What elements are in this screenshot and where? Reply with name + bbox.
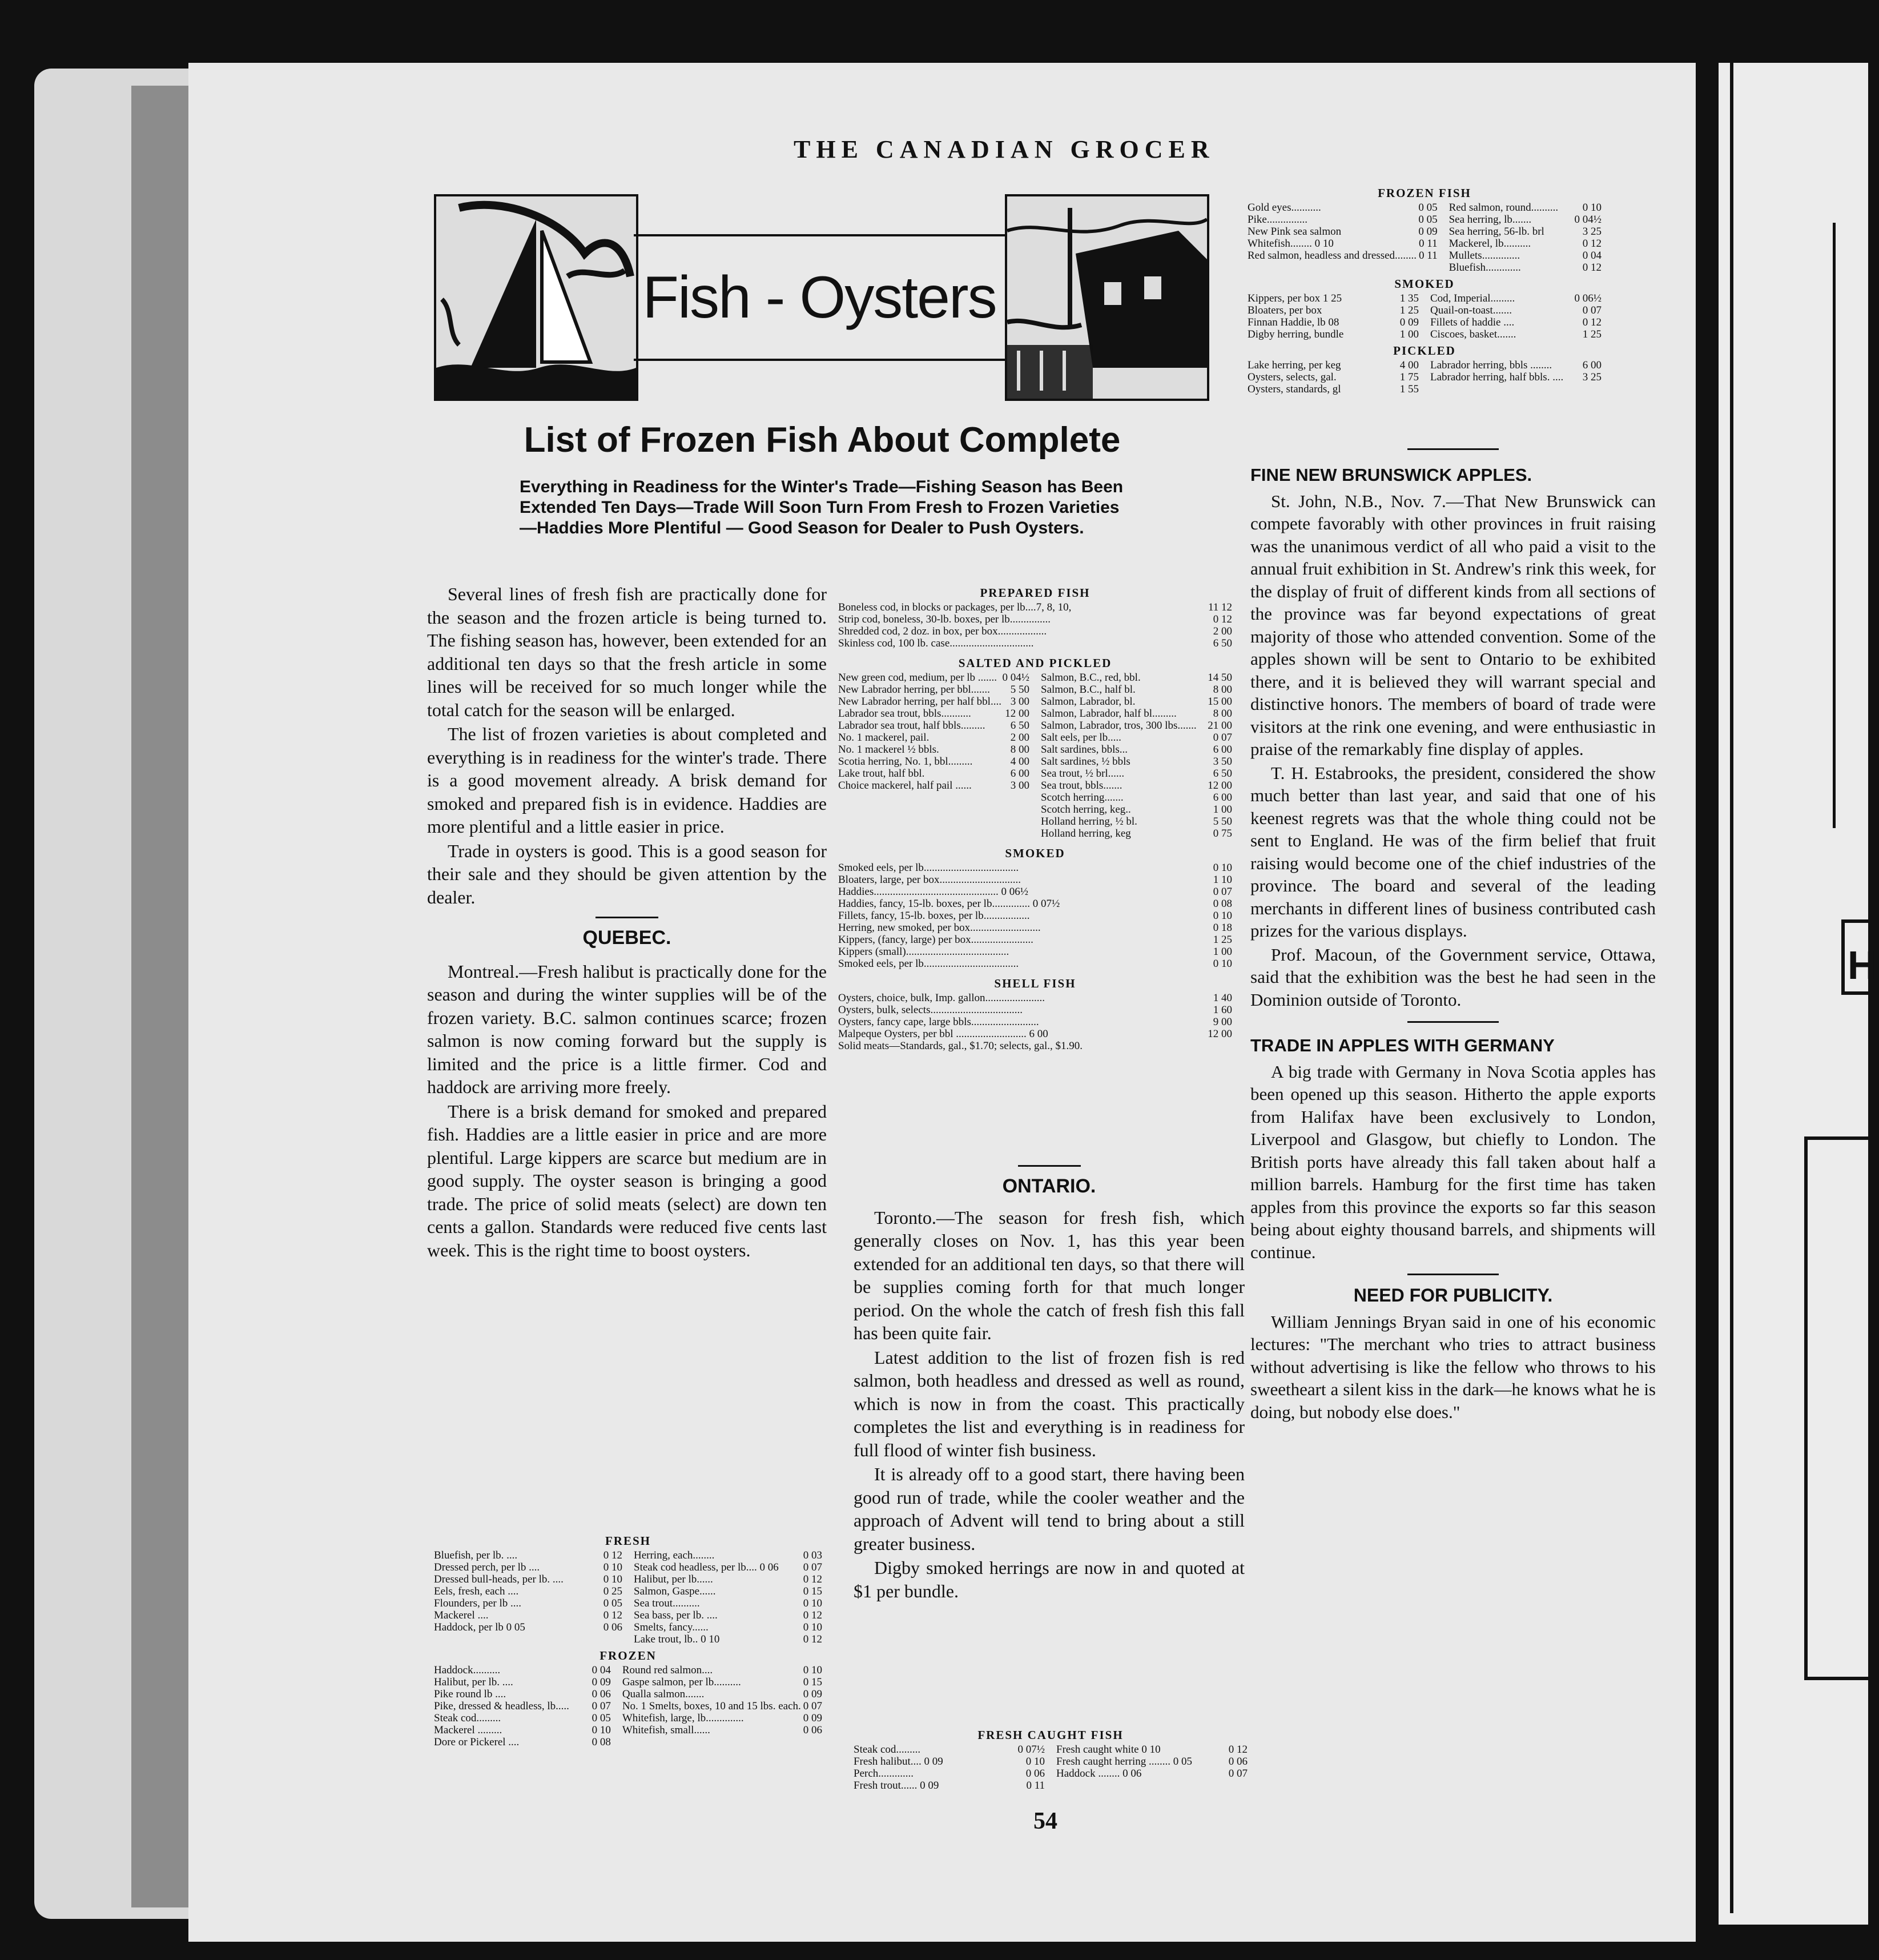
price-row: Smelts, fancy...... 0 10 <box>634 1621 822 1633</box>
price-row: Holland herring, keg 0 75 <box>1041 828 1232 840</box>
price-row: Kippers, (fancy, large) per box....................... 1 25 <box>838 934 1232 946</box>
price-row: Oysters, fancy cape, large bbls......................... 9 00 <box>838 1016 1232 1028</box>
smoked-top-left <box>1248 292 1419 340</box>
price-row: Mullets.............. 0 04 <box>1449 250 1602 262</box>
price-row: Salmon, Gaspe...... 0 15 <box>634 1585 822 1597</box>
ontario-paragraph: Toronto.—The season for fresh fish, which generally closes on Nov. 1, has this year been extended for an additional ten days, so that there will be supplies coming forth for that much longer period. On the whole the catch of fresh fish this fall has been quite fair. <box>854 1207 1245 1343</box>
facing-page-letter: H <box>1848 943 1877 987</box>
fresh-caught-left <box>854 1744 1045 1792</box>
nb-apples-heading: FINE NEW BRUNSWICK APPLES. <box>1250 465 1532 485</box>
price-row: Salmon, Labrador, half bl......... 8 00 <box>1041 708 1232 720</box>
price-row: Salt eels, per lb..... 0 07 <box>1041 732 1232 744</box>
pickled-heading: PICKLED <box>1393 344 1456 358</box>
divider <box>1018 1165 1081 1167</box>
price-row: Herring, new smoked, per box.......................... 0 18 <box>838 922 1232 934</box>
quebec-paragraph: There is a brisk demand for smoked and prepared fish. Haddies are a little easier in price and are more plentiful. Large kippers are scarce but medium are in good supply. The oyster season is bringing a good trade. The price of solid meats (select) are down ten cents a gallon. Standards were reduced five cents last week. This is the right time to boost oysters. <box>427 1101 827 1260</box>
price-row: Oysters, selects, gal. 1 75 <box>1248 371 1419 383</box>
price-row: Smoked eels, per lb................................... 0 10 <box>838 958 1232 970</box>
price-row: Oysters, standards, gl 1 55 <box>1248 383 1419 395</box>
price-row: Sea herring, 56-lb. brl 3 25 <box>1449 226 1602 238</box>
price-row: New Labrador herring, per half bbl.... 3 00 <box>838 696 1029 708</box>
intro-paragraph: Trade in oysters is good. This is a good season for their sale and they should be given attention by the dealer. <box>427 840 827 907</box>
price-row: Holland herring, ½ bl. 5 50 <box>1041 816 1232 828</box>
fresh-right <box>634 1549 822 1645</box>
nb-apples-paragraph: Prof. Macoun, of the Government service, Ottawa, said that the exhibition was the best he had seen in the Dominion outside of Toronto. <box>1250 944 1656 1010</box>
shell-fish-note: Solid meats—Standards, gal., $1.70; selects, gal., $1.90. <box>838 1040 1083 1052</box>
price-row: Steak cod headless, per lb.... 0 06 0 07 <box>634 1561 822 1573</box>
germany-heading: TRADE IN APPLES WITH GERMANY <box>1250 1035 1555 1055</box>
price-row: Mackerel, lb.......... 0 12 <box>1449 238 1602 250</box>
price-row: Labrador herring, half bbls. .... 3 25 <box>1430 371 1602 383</box>
price-row: Salmon, Labrador, tros, 300 lbs....... 21 00 <box>1041 720 1232 732</box>
price-row: Halibut, per lb...... 0 12 <box>634 1573 822 1585</box>
ontario-paragraph: It is already off to a good start, there having been good run of trade, while the cooler weather and the approach of Advent will tend to bring about a still greater business. <box>854 1464 1245 1554</box>
price-row: Flounders, per lb .... 0 05 <box>434 1597 622 1609</box>
price-row: Whitefish, large, lb.............. 0 09 <box>622 1712 822 1724</box>
price-row: Lake herring, per keg 4 00 <box>1248 359 1419 371</box>
frozen-left <box>434 1664 611 1748</box>
price-row: Whitefish, small...... 0 06 <box>622 1724 822 1736</box>
smoked-heading: SMOKED <box>1005 846 1065 860</box>
price-row: Choice mackerel, half pail ...... 3 00 <box>838 780 1029 792</box>
price-row: Malpeque Oysters, per bbl .......................... 6 00 12 00 <box>838 1028 1232 1040</box>
price-row: Lake trout, lb.. 0 10 0 12 <box>634 1633 822 1645</box>
price-row: Cod, Imperial......... 0 06½ <box>1430 292 1602 304</box>
quebec-paragraph: Montreal.—Fresh halibut is practically done for the season and during the winter supplies will be of the frozen variety. B.C. salmon continues scarce; frozen salmon is now coming forward but the supply is limited and the price is a little firmer. Cod and haddock are arriving more freely. <box>427 961 827 1097</box>
price-row: Gaspe salmon, per lb.......... 0 15 <box>622 1676 822 1688</box>
price-row: Lake trout, half bbl. 6 00 <box>838 768 1029 780</box>
price-row: Halibut, per lb. .... 0 09 <box>434 1676 611 1688</box>
price-row: Fillets of haddie .... 0 12 <box>1430 316 1602 328</box>
fresh-left <box>434 1549 622 1645</box>
salted-left <box>838 672 1029 840</box>
price-row: Haddies, fancy, 15-lb. boxes, per lb.............. 0 07½ 0 08 <box>838 898 1232 910</box>
sailboat-illustration <box>434 194 638 401</box>
smoked-top-right <box>1430 292 1602 340</box>
price-row: Fresh trout...... 0 09 0 11 <box>854 1780 1045 1792</box>
price-row: Herring, each........ 0 03 <box>634 1549 822 1561</box>
price-row: Whitefish........ 0 10 0 11 <box>1248 238 1438 250</box>
price-row: Sea trout, ½ brl...... 6 50 <box>1041 768 1232 780</box>
germany-paragraph: A big trade with Germany in Nova Scotia apples has been opened up this season. Hitherto the apple exports from Halifax have been exclusively to London, Liverpool and Glasgow, but chiefly to London. The British ports have already this fall taken about half a million barrels. Hamburg for the first time has taken apples from this province the exports so far this season being about eighty thousand barrels, and shipments will continue. <box>1250 1061 1656 1262</box>
intro-paragraph: The list of frozen varieties is about completed and everything is in readiness for the winter's trade. There is a good movement already. A brisk demand for smoked and prepared fish is in evidence. Haddies are more plentiful and a little easier in price. <box>427 724 827 837</box>
right-column-tables <box>1248 183 1602 395</box>
nb-apples-paragraph: St. John, N.B., Nov. 7.—That New Brunswick can compete favorably with other provinces in fruit raising was the unanimous verdict of all who paid a visit to the annual fruit exhibition in St. Andrew's rink this week, for the display of fruit of different kinds from all sections of the province was far beyond expectations of great majority of those who attended convention. Some of the apples shown will be sent to Ontario to be exhibited there, and it is believed they will warrant special and distinctive honors. The members of board of trade were visitors at the rink one evening, and were enthusiastic in praise of the remarkably fine display of apples. <box>1250 491 1656 759</box>
price-row: Haddock ........ 0 06 0 07 <box>1056 1768 1248 1780</box>
frozen-fish-left <box>1248 202 1438 274</box>
price-row: Red salmon, headless and dressed........ 0 11 <box>1248 250 1438 262</box>
ontario-paragraph: Digby smoked herrings are now in and quoted at $1 per bundle. <box>854 1557 1245 1601</box>
frozen-fish-heading: FROZEN FISH <box>1378 186 1471 200</box>
price-row: Dore or Pickerel .... 0 08 <box>434 1736 611 1748</box>
price-row: Gold eyes........... 0 05 <box>1248 202 1438 214</box>
pickled-right <box>1430 359 1602 395</box>
price-row: Scotch herring....... 6 00 <box>1041 792 1232 804</box>
price-row: Oysters, choice, bulk, Imp. gallon...................... 1 40 <box>838 992 1232 1004</box>
price-row: Bloaters, large, per box.............................. 1 10 <box>838 874 1232 886</box>
fresh-heading: FRESH <box>605 1534 651 1548</box>
quebec-heading: QUEBEC. <box>582 927 671 949</box>
right-column-articles <box>1250 448 1656 1424</box>
price-row: Mackerel ......... 0 10 <box>434 1724 611 1736</box>
price-row: Haddock, per lb 0 05 0 06 <box>434 1621 622 1633</box>
price-row: Bluefish............. 0 12 <box>1449 262 1602 274</box>
price-row: Haddock.......... 0 04 <box>434 1664 611 1676</box>
price-row: Salt sardines, bbls... 6 00 <box>1041 744 1232 756</box>
frozen-fish-right <box>1449 202 1602 274</box>
price-row: Quail-on-toast....... 0 07 <box>1430 304 1602 316</box>
price-row: No. 1 Smelts, boxes, 10 and 15 lbs. each. 0 07 <box>622 1700 822 1712</box>
price-row: Boneless cod, in blocks or packages, per lb....7, 8, 10, 11 12 <box>838 601 1232 613</box>
price-row: Bluefish, per lb. .... 0 12 <box>434 1549 622 1561</box>
price-row: Qualla salmon....... 0 09 <box>622 1688 822 1700</box>
publicity-paragraph: William Jennings Bryan said in one of his economic lectures: "The merchant who tries to attract business without advertising is like the fellow who throws to his sweetheart a silent kiss in the dark—he knows what he is doing, but nobody else does." <box>1250 1311 1656 1422</box>
price-row: Labrador sea trout, half bbls......... 6 50 <box>838 720 1029 732</box>
article-deck: Everything in Readiness for the Winter's Trade—Fishing Season has Been Extended Ten Days—Trade Will Soon Turn From Fresh to Frozen Varieties—Haddies More Plentiful — Good Season for Dealer to Push Oysters. <box>520 477 1124 537</box>
price-row: Haddies.............................................. 0 06½ 0 07 <box>838 886 1232 898</box>
price-row: Pike............... 0 05 <box>1248 214 1438 226</box>
intro-paragraph: Several lines of fresh fish are practically done for the season and the frozen article is being turned to. The fishing season has, however, been extended for an additional ten days so that the fresh article in some lines will be received for so much longer while the total catch for the season will be enlarged. <box>427 584 827 720</box>
price-row: Scotch herring, keg.. 1 00 <box>1041 804 1232 816</box>
price-row: Scotia herring, No. 1, bbl......... 4 00 <box>838 756 1029 768</box>
price-row: Shredded cod, 2 doz. in box, per box.................. 2 00 <box>838 625 1232 637</box>
price-row: Mackerel .... 0 12 <box>434 1609 622 1621</box>
price-row: Finnan Haddie, lb 08 0 09 <box>1248 316 1419 328</box>
ontario-section <box>854 1165 1245 1604</box>
price-row: Sea bass, per lb. .... 0 12 <box>634 1609 822 1621</box>
banner-title: Fish - Oysters <box>634 234 1005 361</box>
price-row: Salmon, B.C., half bl. 8 00 <box>1041 684 1232 696</box>
price-row: New Labrador herring, per bbl....... 5 50 <box>838 684 1029 696</box>
article-headline: List of Frozen Fish About Complete <box>524 420 1121 460</box>
price-row: Round red salmon.... 0 10 <box>622 1664 822 1676</box>
quebec-price-tables <box>434 1531 822 1748</box>
price-row: Perch............. 0 06 <box>854 1768 1045 1780</box>
salted-pickled-heading: SALTED AND PICKLED <box>958 656 1112 670</box>
price-row: Dressed bull-heads, per lb. .... 0 10 <box>434 1573 622 1585</box>
prepared-fish-heading: PREPARED FISH <box>980 586 1091 600</box>
price-row: Ciscoes, basket....... 1 25 <box>1430 328 1602 340</box>
shell-fish-heading: SHELL FISH <box>994 977 1076 990</box>
price-row: Labrador sea trout, bbls........... 12 00 <box>838 708 1029 720</box>
price-row: Sea trout, bbls....... 12 00 <box>1041 780 1232 792</box>
divider <box>1407 448 1499 450</box>
price-row: Fresh caught herring ........ 0 05 0 06 <box>1056 1756 1248 1768</box>
fresh-caught-right <box>1056 1744 1248 1792</box>
middle-column-tables <box>838 583 1232 1052</box>
section-banner <box>434 194 1205 396</box>
publicity-heading: NEED FOR PUBLICITY. <box>1353 1285 1553 1306</box>
price-row: Steak cod......... 0 07½ <box>854 1744 1045 1756</box>
fishing-wharf-illustration <box>1005 194 1209 401</box>
price-row: Smoked eels, per lb................................... 0 10 <box>838 862 1232 874</box>
price-row: Salt sardines, ½ bbls 3 50 <box>1041 756 1232 768</box>
price-row: No. 1 mackerel ½ bbls. 8 00 <box>838 744 1029 756</box>
price-row: Kippers, per box 1 25 1 35 <box>1248 292 1419 304</box>
smoked-top-heading: SMOKED <box>1394 277 1455 291</box>
frozen-right <box>622 1664 822 1748</box>
divider <box>596 917 658 918</box>
divider <box>1407 1274 1499 1275</box>
price-row: Salmon, B.C., red, bbl. 14 50 <box>1041 672 1232 684</box>
page-number: 54 <box>1033 1808 1057 1834</box>
price-row: New green cod, medium, per lb ....... 0 04½ <box>838 672 1029 684</box>
price-row: Fresh halibut.... 0 09 0 10 <box>854 1756 1045 1768</box>
fresh-caught-table <box>854 1725 1248 1792</box>
price-row: Digby herring, bundle 1 00 <box>1248 328 1419 340</box>
price-row: Strip cod, boneless, 30-lb. boxes, per lb............... 0 12 <box>838 613 1232 625</box>
price-row: Oysters, bulk, selects.................................. 1 60 <box>838 1004 1232 1016</box>
nb-apples-paragraph: T. H. Estabrooks, the president, considered the show much better than last year, and said that one of his keenest regrets was that the whole thing could not be sent to England. He was of the firm belief that fruit raising would become one of the chief industries of the province. The board and several of the leading merchants in different lines of business contributed cash prizes for the various displays. <box>1250 762 1656 941</box>
price-row: Dressed perch, per lb .... 0 10 <box>434 1561 622 1573</box>
price-row: Red salmon, round.......... 0 10 <box>1449 202 1602 214</box>
frozen-heading: FROZEN <box>599 1649 657 1662</box>
divider <box>1407 1021 1499 1023</box>
price-row: Fresh caught white 0 10 0 12 <box>1056 1744 1248 1756</box>
price-row: New Pink sea salmon 0 09 <box>1248 226 1438 238</box>
price-row: Labrador herring, bbls ........ 6 00 <box>1430 359 1602 371</box>
price-row: Kippers (small)...................................... 1 00 <box>838 946 1232 958</box>
price-row: Bloaters, per box 1 25 <box>1248 304 1419 316</box>
price-row: Salmon, Labrador, bl. 15 00 <box>1041 696 1232 708</box>
left-column <box>427 583 827 1263</box>
price-row: Sea trout.......... 0 10 <box>634 1597 822 1609</box>
price-row: Eels, fresh, each .... 0 25 <box>434 1585 622 1597</box>
pickled-left <box>1248 359 1419 395</box>
fresh-caught-heading: FRESH CAUGHT FISH <box>977 1728 1124 1742</box>
facing-page <box>1719 63 1877 1925</box>
ontario-heading: ONTARIO. <box>1002 1175 1096 1197</box>
price-row: No. 1 mackerel, pail. 2 00 <box>838 732 1029 744</box>
price-row: Pike round lb .... 0 06 <box>434 1688 611 1700</box>
price-row: Fillets, fancy, 15-lb. boxes, per lb................. 0 10 <box>838 910 1232 922</box>
price-row: Pike, dressed & headless, lb..... 0 07 <box>434 1700 611 1712</box>
ontario-paragraph: Latest addition to the list of frozen fish is red salmon, both headless and dressed as well as round, which is now in from the coast. This practically completes the list and everything is in readiness for full flood of winter fish business. <box>854 1347 1245 1460</box>
price-row: Skinless cod, 100 lb. case............................... 6 50 <box>838 637 1232 649</box>
salted-right <box>1041 672 1232 840</box>
price-row: Sea herring, lb....... 0 04½ <box>1449 214 1602 226</box>
price-row: Steak cod......... 0 05 <box>434 1712 611 1724</box>
running-head: THE CANADIAN GROCER <box>794 135 1215 163</box>
